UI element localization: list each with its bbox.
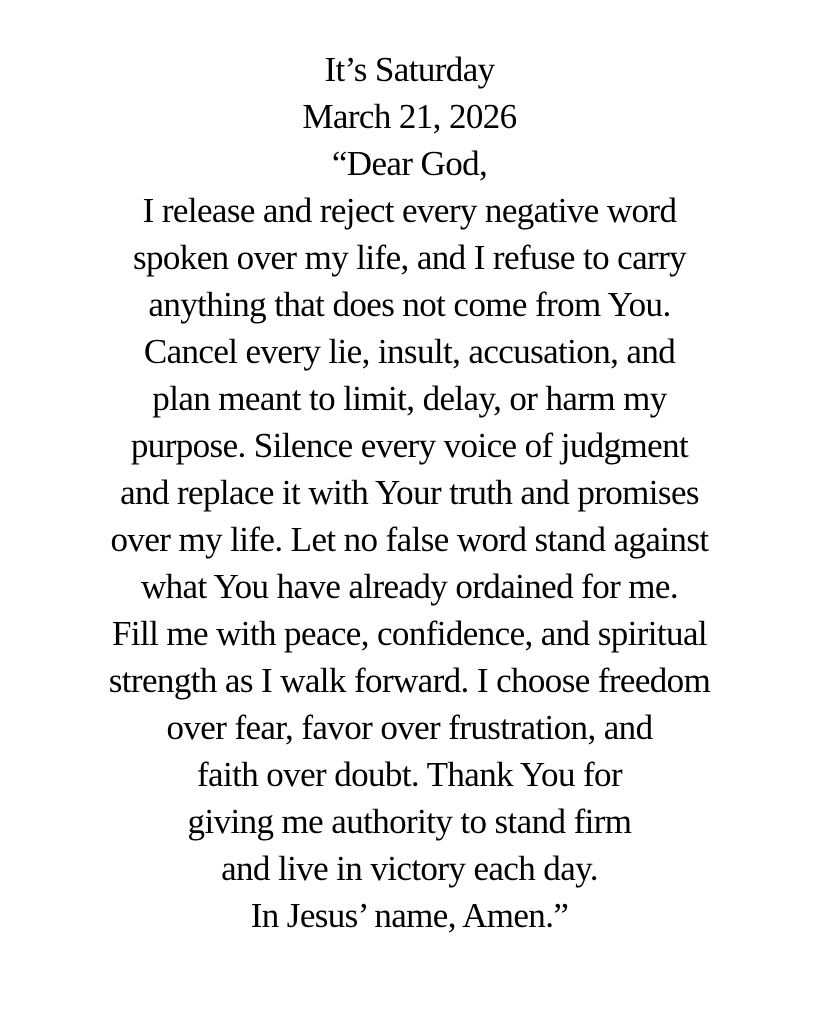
salutation: “Dear God, <box>331 144 488 183</box>
prayer-line: I release and reject every negative word <box>142 191 677 230</box>
prayer-document <box>0 46 819 939</box>
prayer-line: Fill me with peace, confidence, and spiritual <box>111 614 708 653</box>
prayer-line: what You have already ordained for me. <box>140 567 679 606</box>
prayer-line: purpose. Silence every voice of judgment <box>130 426 689 465</box>
prayer-line: Cancel every lie, insult, accusation, and <box>143 332 676 371</box>
date-heading: March 21, 2026 <box>302 97 517 136</box>
prayer-line: plan meant to limit, delay, or harm my <box>152 379 667 418</box>
prayer-line: and replace it with Your truth and promises <box>120 473 699 512</box>
prayer-line: giving me authority to stand firm <box>187 802 632 841</box>
prayer-line: strength as I walk forward. I choose freedom <box>108 661 711 700</box>
closing-line: In Jesus’ name, Amen.” <box>250 896 569 935</box>
prayer-line: spoken over my life, and I refuse to carry <box>132 238 687 277</box>
prayer-line: and live in victory each day. <box>221 849 598 888</box>
prayer-line: over my life. Let no false word stand against <box>110 520 709 559</box>
prayer-line: faith over doubt. Thank You for <box>196 755 623 794</box>
day-heading: It’s Saturday <box>324 50 495 89</box>
prayer-line: anything that does not come from You. <box>148 285 671 324</box>
prayer-line: over fear, favor over frustration, and <box>166 708 653 747</box>
